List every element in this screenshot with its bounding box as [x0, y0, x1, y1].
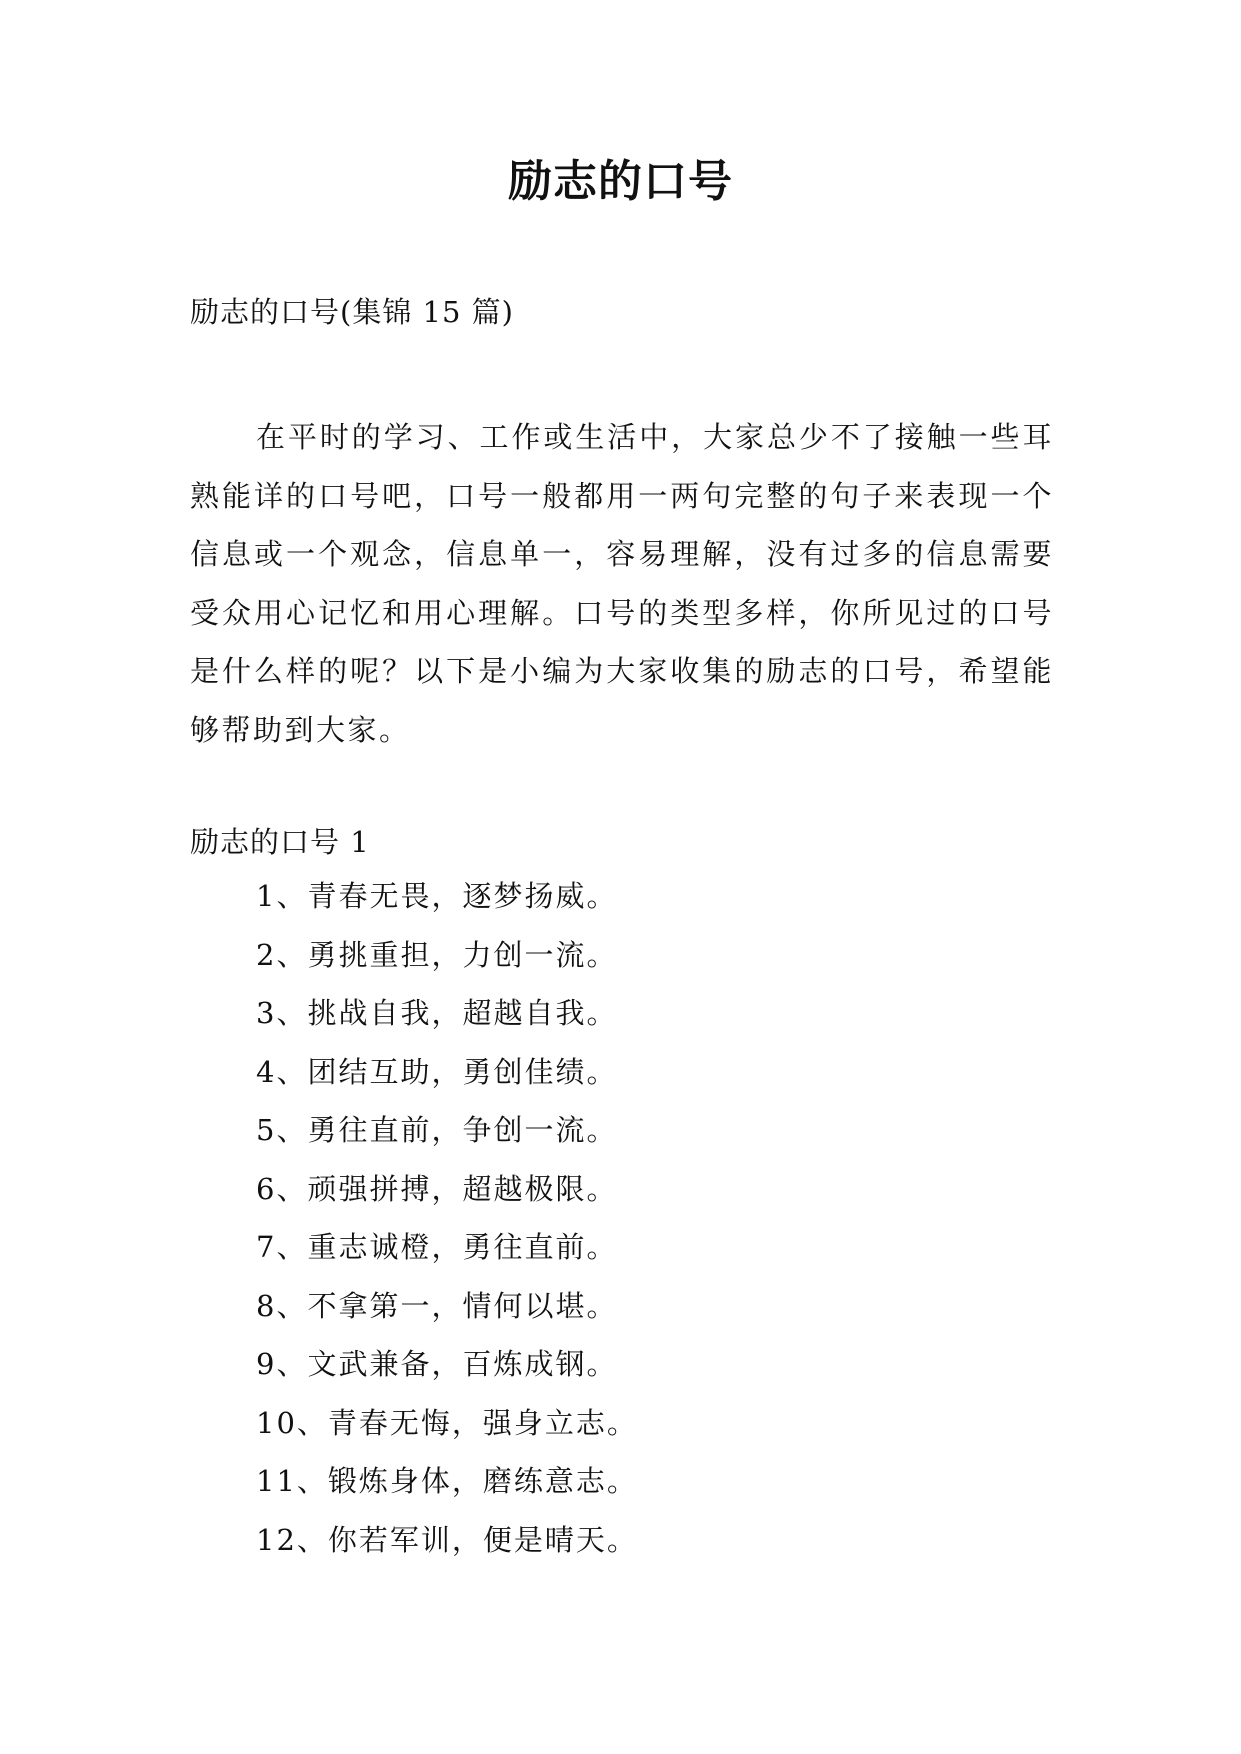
slogan-item: 11、锻炼身体，磨练意志。	[256, 1464, 638, 1498]
document-title: 励志的口号	[508, 156, 733, 207]
slogan-item: 7、重志诚橙，勇往直前。	[256, 1230, 618, 1264]
slogan-item: 12、你若军训，便是晴天。	[256, 1522, 638, 1557]
slogan-item: 3、挑战自我，超越自我。	[256, 996, 618, 1030]
slogan-item: 9、文武兼备，百炼成钢。	[256, 1347, 618, 1381]
document-subtitle: 励志的口号(集锦 15 篇)	[190, 295, 514, 329]
slogan-item: 1、青春无畏，逐梦扬威。	[256, 879, 618, 913]
slogan-item: 2、勇挑重担，力创一流。	[256, 937, 618, 972]
slogan-item: 5、勇往直前，争创一流。	[256, 1113, 618, 1147]
slogan-item: 10、青春无悔，强身立志。	[256, 1405, 638, 1440]
section-heading: 励志的口号 1	[190, 825, 370, 859]
slogan-list	[256, 876, 638, 1578]
slogan-item: 6、顽强拼搏，超越极限。	[256, 1171, 618, 1206]
intro-paragraph: 在平时的学习、工作或生活中，大家总少不了接触一些耳熟能详的口号吧，口号一般都用一两句完整的句子来表现一个信息或一个观念，信息单一，容易理解，没有过多的信息需要受众用心记忆和用心理解。口号的类型多样，你所见过的口号是什么样的呢？以下是小编为大家收集的励志的口号，希望能够帮助到大家。	[190, 420, 1054, 747]
slogan-item: 8、不拿第一，情何以堪。	[256, 1288, 618, 1323]
slogan-item: 4、团结互助，勇创佳绩。	[256, 1054, 618, 1089]
